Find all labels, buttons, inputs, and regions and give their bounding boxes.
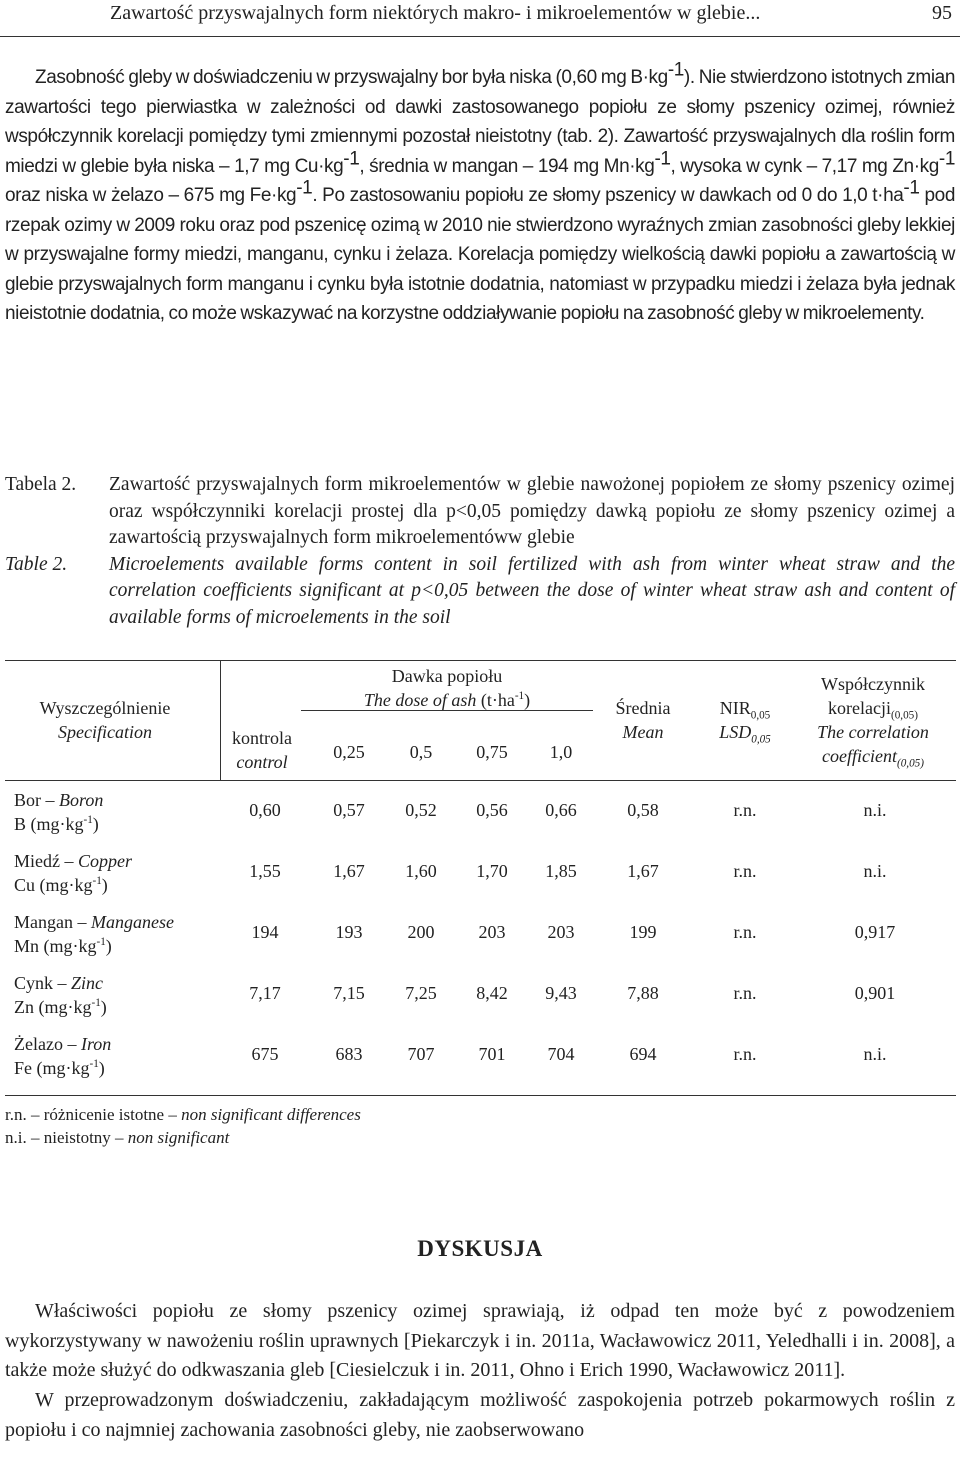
table-cell: 194 — [251, 922, 279, 942]
table-cell: 0,56 — [476, 800, 508, 820]
data-table — [5, 660, 956, 1096]
results-paragraph: Zasobność gleby w doświadczeniu w przyswajalny bor była niska (0,60 mg $B\cdot kg^{-1}$). Nie stwierdzono istotnych zmian zawartości tego pierwiastka w zależności od dawki zastosowanego popiołu ze słomy pszenicy ozimej, również współczynnik korelacji pomiędzy tymi zmiennymi pozostał nieistotny (tab. 2). Zawartość przyswajalnych dla roślin form miedzi w glebie była niska – 1,7 mg $Cu\cdot kg^{-1}$, średnia w mangan – 194 mg $Mn\cdot kg^{-1}$, wysoka w cynk – 7,17 mg $Zn\cdot kg^{-1}$ oraz niska w żelazo – 675 mg $Fe\cdot kg^{-1}$. Po zastosowaniu popiołu ze słomy pszenicy w dawkach od 0 do 1,0 $t\cdot ha^{-1}$ pod rzepak ozimy w 2009 roku oraz pod pszenicę ozimą w 2010 nie stwierdzono wyraźnych zmian zasobności gleby lekkiej w przyswajalne formy miedzi, manganu, cynku i żelaza. Korelacja pomiędzy wielkością dawki popiołu a zawartością w glebie przyswajalnych form manganu i cynku była istotnie dodatnia, natomiast w przypadku miedzi i żelaza była jednak nieistotnie dodatnia, co może wskazywać na korzystne oddziaływanie popiołu na zasobność gleby w mikroelementy. — [5, 59, 956, 324]
discussion-paragraph-2: W przeprowadzonym doświadczeniu, zakładającym możliwość zaspokojenia potrzeb pokarmowych roślin z popiołu i co najmniej zachowania zasobności gleby, nie zaobserwowano — [5, 1389, 955, 1441]
header-specification: Wyszczególnienie Specification — [39, 698, 171, 742]
caption-text-pl: Zawartość przyswajalnych form mikroelementów w glebie nawożonej popiołem ze słomy pszenicy ozimej oraz współczynniki korelacji prostej dla p<0,05 pomiędzy dawką popiołu ze słomy pszenicy ozimej a zawartością przyswajalnych form mikroelementóww glebie — [109, 474, 955, 548]
table-cell: 694 — [629, 1044, 657, 1064]
table-cell: 0,66 — [545, 800, 577, 820]
header-dose-2: 0,5 — [409, 742, 433, 762]
table-cell: 199 — [629, 922, 657, 942]
table-cell: 7,25 — [405, 983, 437, 1003]
table-cell: r.n. — [733, 1044, 757, 1064]
table-bottom-rule — [5, 1095, 956, 1096]
table-cell: n.i. — [863, 861, 887, 881]
header-dose-4: 1,0 — [549, 742, 573, 762]
table-top-rule — [5, 660, 956, 661]
table-cell: 7,15 — [333, 983, 365, 1003]
row-label-zinc: Cynk – Zinc Zn $(mg\cdot kg^{-1})$ — [14, 973, 107, 1017]
footnote-ni: n.i. – nieistotny – non significant — [5, 1128, 230, 1147]
row-label-iron: Żelazo – Iron Fe $(mg\cdot kg^{-1})$ — [14, 1034, 112, 1078]
table-cell: r.n. — [733, 800, 757, 820]
table-cell: 193 — [335, 922, 363, 942]
table-cell: r.n. — [733, 861, 757, 881]
table-cell: 8,42 — [476, 983, 508, 1003]
table-cell: 0,901 — [854, 983, 896, 1003]
row-label-copper: Miedź – Copper Cu $(mg\cdot kg^{-1})$ — [14, 851, 132, 895]
page-number: 95 — [932, 2, 952, 24]
table-cell: 1,55 — [249, 861, 281, 881]
row-label-manganese: Mangan – Manganese Mn $(mg\cdot kg^{-1})$ — [14, 912, 174, 956]
table-cell: n.i. — [863, 1044, 887, 1064]
table-cell: 0,60 — [249, 800, 281, 820]
table-cell: 1,70 — [476, 861, 508, 881]
header-mean: Średnia Mean — [615, 698, 671, 742]
table-label-en: Table 2. — [5, 553, 68, 575]
row-label-boron: Bor – Boron B $(mg\cdot kg^{-1})$ — [14, 790, 104, 834]
table-cell: 1,85 — [545, 861, 577, 881]
section-heading: DYSKUSJA — [417, 1236, 543, 1261]
header-dose: Dawka popiołu The dose of ash $(t\cdot ha^{-1})$ — [363, 666, 531, 710]
table-cell: 704 — [547, 1044, 575, 1064]
header-control: kontrola control — [232, 728, 292, 772]
table-cell: 7,88 — [627, 983, 659, 1003]
table-footnotes — [5, 1103, 361, 1149]
running-header — [0, 0, 960, 37]
table-cell: 701 — [478, 1044, 506, 1064]
table-cell: 1,60 — [405, 861, 437, 881]
table-cell: 0,917 — [854, 922, 896, 942]
header-dose-3: 0,75 — [476, 742, 508, 762]
table-cell: r.n. — [733, 922, 757, 942]
table-cell: r.n. — [733, 983, 757, 1003]
discussion-paragraph-1: Właściwości popiołu ze słomy pszenicy ozimej sprawiają, iż odpad ten może być z powodzeniem wykorzystywany w nawożeniu roślin uprawnych [Piekarczyk i in. 2011a, Wacławowicz 2011, Yeledhalli i in. 2008], a także może służyć do odkwaszania gleb [Ciesielczuk i in. 2011, Ohno i Erich 1990, Wacławowicz 2011]. — [5, 1300, 955, 1381]
running-title: Zawartość przyswajalnych form niektórych makro- i mikroelementów w glebie... — [110, 2, 761, 24]
table-cell: 203 — [478, 922, 506, 942]
table-cell: 0,57 — [333, 800, 365, 820]
table-cell: 683 — [335, 1044, 363, 1064]
table-caption — [5, 472, 955, 631]
header-correlation: Współczynnik korelacji$_{(0,05)}$ The correlation coefficient$_{(0,05)}$ — [817, 674, 929, 770]
table-cell: 9,43 — [545, 983, 577, 1003]
table-cell: 1,67 — [627, 861, 659, 881]
header-lsd: $NIR_{0,05}$ $LSD_{0,05}$ — [719, 698, 771, 746]
table-label-pl: Tabela 2. — [5, 474, 77, 495]
table-cell: n.i. — [863, 800, 887, 820]
table-cell: 203 — [547, 922, 575, 942]
table-cell: 200 — [407, 922, 435, 942]
table-header-rule — [5, 780, 956, 781]
table-cell: 707 — [407, 1044, 435, 1064]
table-cell: 675 — [251, 1044, 279, 1064]
header-dose-1: 0,25 — [333, 742, 365, 762]
table-cell: 1,67 — [333, 861, 365, 881]
caption-text-en: Microelements available forms content in soil fertilized with ash from winter wheat straw and the correlation coefficients significant at p<0,05 between the dose of winter wheat straw ash and content of available forms of microelements in the soil — [109, 553, 955, 628]
table-cell: 0,52 — [405, 800, 437, 820]
table-cell: 0,58 — [627, 800, 659, 820]
footnote-rn: r.n. – różnicenie istotne – non significant differences — [5, 1105, 361, 1124]
table-cell: 7,17 — [249, 983, 281, 1003]
